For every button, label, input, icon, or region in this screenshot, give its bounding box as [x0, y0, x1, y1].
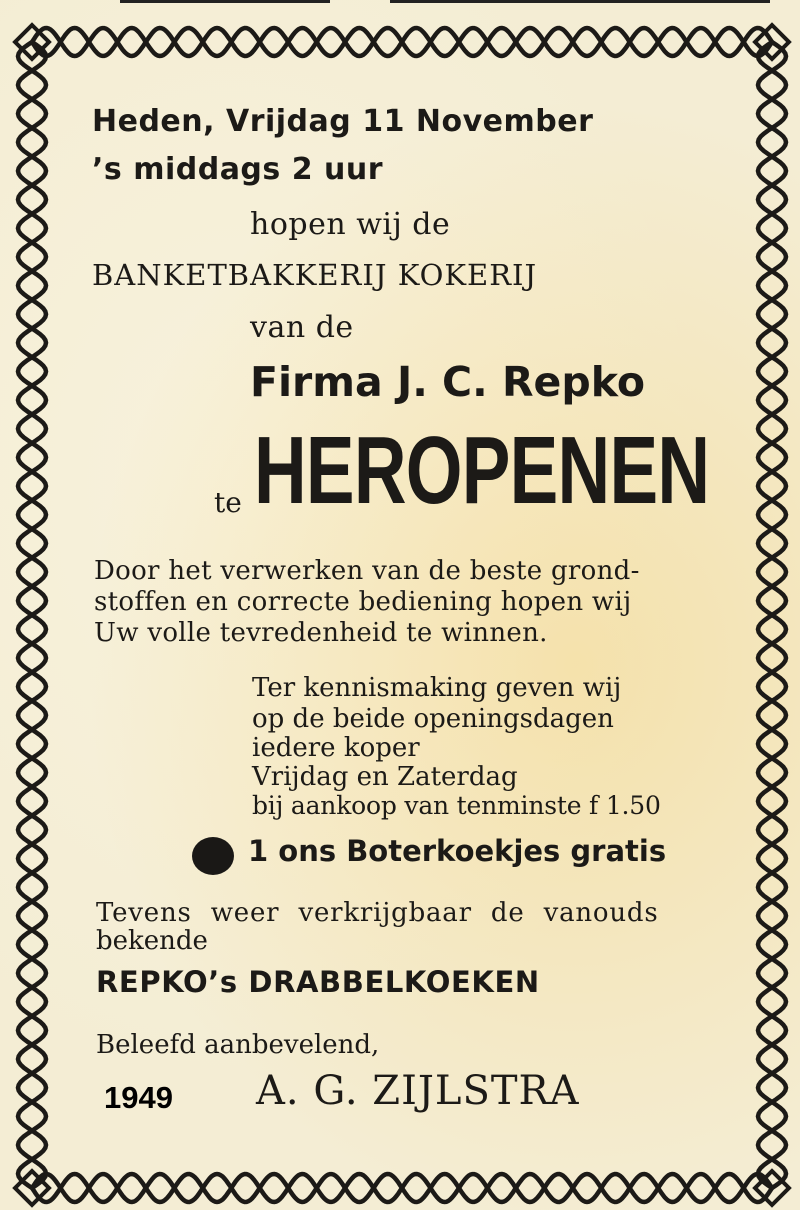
body-line-3: Uw volle tevredenheid te winnen. — [94, 618, 548, 648]
offer-line-5: bij aankoop van tenminste f 1.50 — [252, 791, 661, 820]
offer-line-3: iedere koper — [252, 733, 420, 763]
header-time-line: ’s middags 2 uur — [92, 152, 384, 187]
offer-line-2: op de beide openingsdagen — [252, 704, 614, 734]
intro-hopen: hopen wij de — [250, 207, 451, 242]
also-line-2: bekende — [96, 926, 208, 956]
header-date-line: Heden, Vrijdag 11 November — [92, 104, 594, 139]
closing-greeting: Beleefd aanbevelend, — [96, 1030, 380, 1060]
headline-heropenen: HEROPENEN — [254, 417, 710, 524]
also-line-1: Tevens weer verkrijgbaar de vanouds — [96, 898, 659, 928]
year-label: 1949 — [104, 1080, 173, 1115]
offer-highlight: 1 ons Boterkoekjes gratis — [248, 834, 667, 868]
intro-van-de: van de — [250, 310, 354, 345]
business-name: BANKETBAKKERIJ KOKERIJ — [92, 258, 538, 292]
firm-name: Firma J. C. Repko — [250, 358, 646, 406]
border-strand — [32, 1174, 772, 1202]
border-strand — [18, 42, 46, 1188]
bullet-dot — [192, 837, 234, 875]
offer-line-1: Ter kennismaking geven wij — [252, 673, 622, 703]
body-line-2: stoffen en correcte bediening hopen wij — [94, 587, 632, 617]
border-strand — [758, 42, 786, 1188]
signature: A. G. ZIJLSTRA — [256, 1068, 580, 1114]
headline-te: te — [214, 486, 242, 519]
product-name: REPKO’s DRABBELKOEKEN — [96, 965, 540, 999]
border-strand — [32, 28, 772, 56]
body-line-1: Door het verwerken van de beste grond- — [94, 556, 640, 586]
offer-line-4: Vrijdag en Zaterdag — [252, 762, 518, 792]
